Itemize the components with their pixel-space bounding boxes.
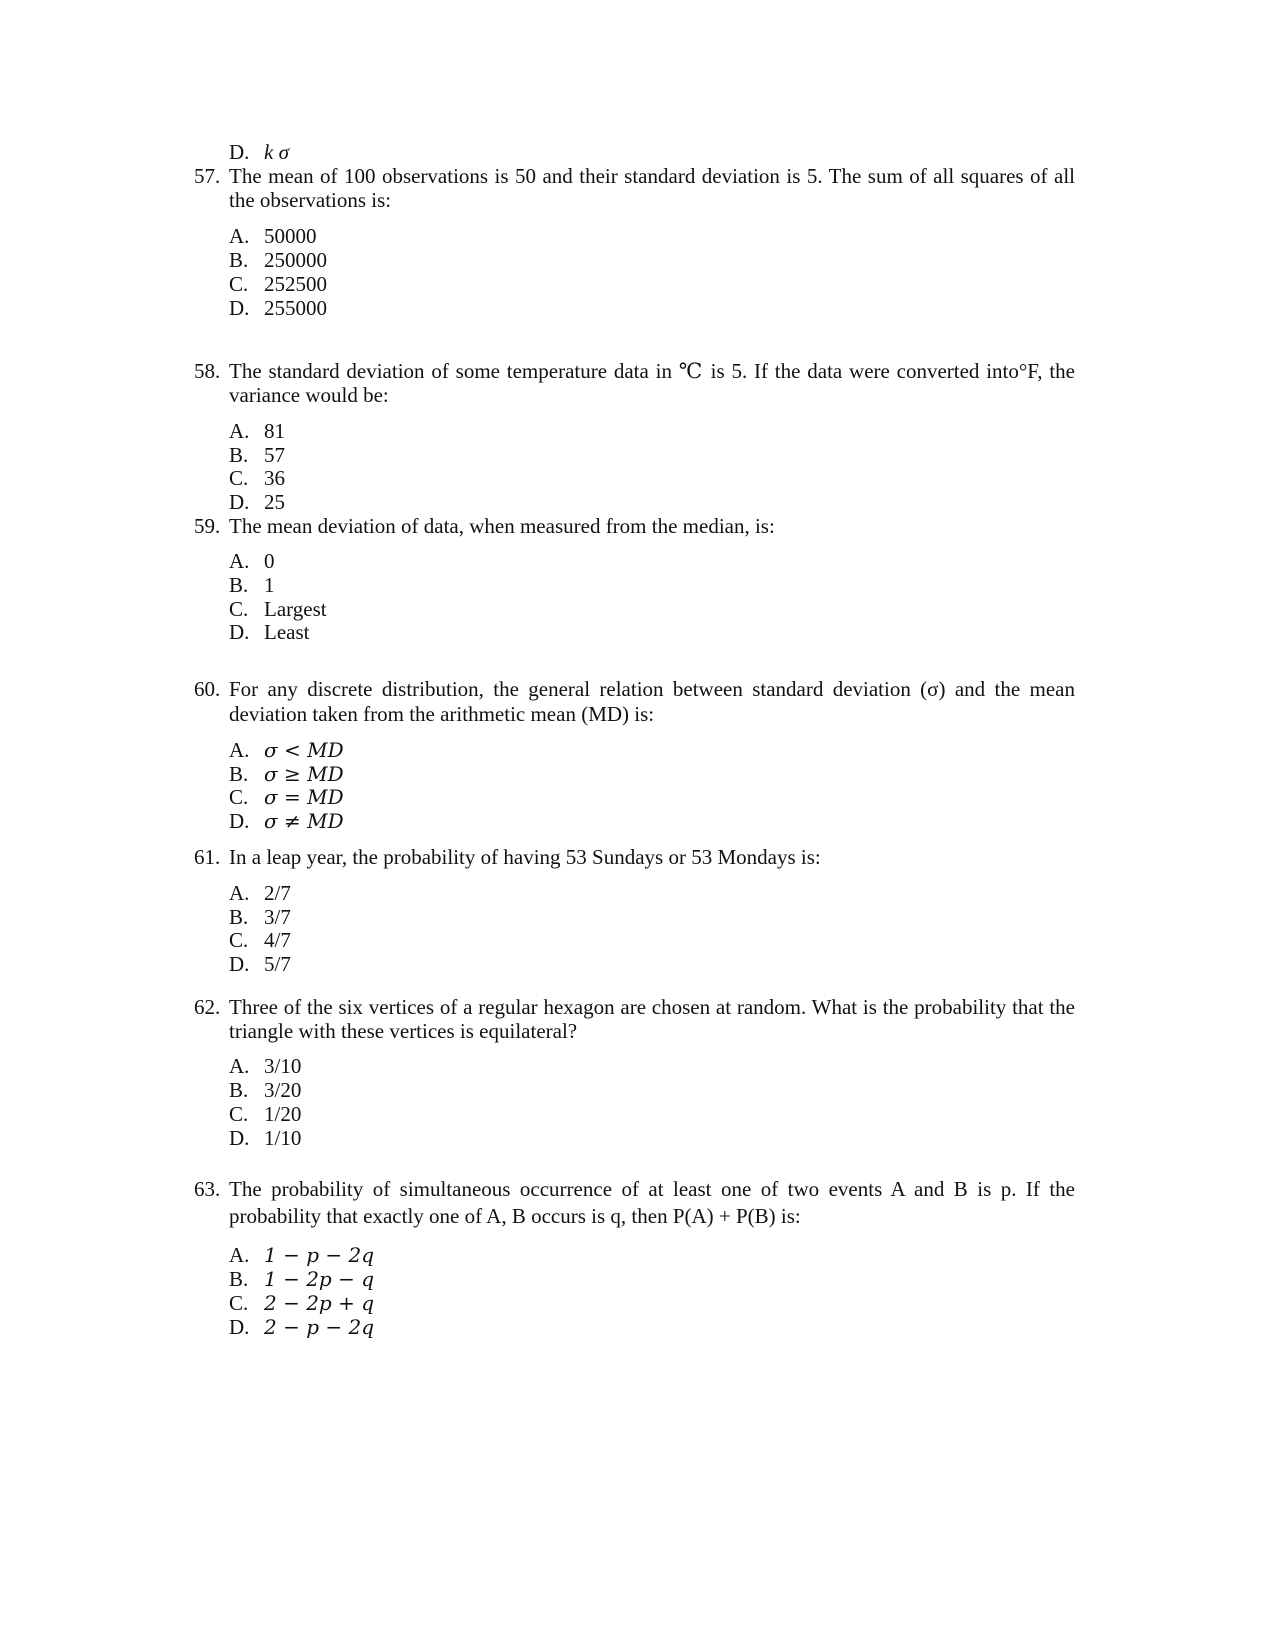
option-text: 3/20 bbox=[264, 1078, 302, 1102]
option-text: 2 − p − 2q bbox=[264, 1315, 374, 1339]
option-text: Largest bbox=[264, 597, 327, 621]
option-letter: C. bbox=[229, 466, 249, 490]
option-letter: D. bbox=[229, 140, 250, 164]
option-letter: C. bbox=[229, 928, 249, 952]
option-text: 0 bbox=[264, 549, 275, 573]
question-number: 57. bbox=[194, 164, 221, 188]
option-text: σ < MD bbox=[264, 738, 344, 762]
option-text: 3/7 bbox=[264, 905, 291, 929]
option-letter: A. bbox=[229, 419, 250, 443]
option-letter: C. bbox=[229, 785, 249, 809]
option-text: σ = MD bbox=[264, 785, 344, 809]
option-text: 255000 bbox=[264, 296, 327, 320]
question-number: 59. bbox=[194, 514, 221, 538]
option-text: 2/7 bbox=[264, 881, 291, 905]
option-letter: A. bbox=[229, 738, 250, 762]
question-number: 60. bbox=[194, 677, 221, 701]
option-letter: C. bbox=[229, 272, 249, 296]
option-letter: B. bbox=[229, 1267, 249, 1291]
question-text-line: In a leap year, the probability of having 53 Sundays or 53 Mondays is: bbox=[229, 845, 821, 869]
question-number: 61. bbox=[194, 845, 221, 869]
option-text: k σ bbox=[264, 140, 289, 164]
option-letter: C. bbox=[229, 597, 249, 621]
option-text: 57 bbox=[264, 443, 285, 467]
option-letter: B. bbox=[229, 762, 249, 786]
option-letter: D. bbox=[229, 809, 250, 833]
option-text: 50000 bbox=[264, 224, 317, 248]
question-text-line: The standard deviation of some temperature data in ℃ is 5. If the data were converted into°F, the bbox=[229, 359, 1075, 383]
option-text: σ ≠ MD bbox=[264, 809, 344, 833]
option-letter: D. bbox=[229, 1315, 250, 1339]
option-letter: D. bbox=[229, 296, 250, 320]
option-letter: B. bbox=[229, 573, 249, 597]
option-text: 1/10 bbox=[264, 1126, 302, 1150]
option-text: 1/20 bbox=[264, 1102, 302, 1126]
question-text-line: The probability of simultaneous occurrence of at least one of two events A and B is p. If the bbox=[229, 1177, 1075, 1201]
option-text: 1 − p − 2q bbox=[264, 1243, 374, 1267]
question-number: 58. bbox=[194, 359, 221, 383]
question-text-line: The mean deviation of data, when measured from the median, is: bbox=[229, 514, 775, 538]
option-letter: D. bbox=[229, 1126, 250, 1150]
question-text-line: triangle with these vertices is equilateral? bbox=[229, 1019, 578, 1043]
option-letter: C. bbox=[229, 1102, 249, 1126]
option-text: 250000 bbox=[264, 248, 327, 272]
question-text-line: the observations is: bbox=[229, 188, 392, 212]
option-text: σ ≥ MD bbox=[264, 762, 344, 786]
option-letter: D. bbox=[229, 620, 250, 644]
option-letter: D. bbox=[229, 952, 250, 976]
option-letter: B. bbox=[229, 905, 249, 929]
option-letter: A. bbox=[229, 1054, 250, 1078]
option-text: 81 bbox=[264, 419, 285, 443]
option-text: 2 − 2p + q bbox=[264, 1291, 374, 1315]
option-text: 5/7 bbox=[264, 952, 291, 976]
option-text: 25 bbox=[264, 490, 285, 514]
question-text-line: deviation taken from the arithmetic mean (MD) is: bbox=[229, 702, 655, 726]
option-text: 3/10 bbox=[264, 1054, 302, 1078]
option-text: 36 bbox=[264, 466, 285, 490]
option-text: 4/7 bbox=[264, 928, 291, 952]
question-text-line: The mean of 100 observations is 50 and their standard deviation is 5. The sum of all squares of all bbox=[229, 164, 1075, 188]
option-letter: A. bbox=[229, 224, 250, 248]
option-letter: B. bbox=[229, 443, 249, 467]
question-number: 63. bbox=[194, 1177, 221, 1201]
option-text: 1 bbox=[264, 573, 275, 597]
option-letter: D. bbox=[229, 490, 250, 514]
question-text-line: Three of the six vertices of a regular hexagon are chosen at random. What is the probability that the bbox=[229, 995, 1075, 1019]
question-text-line: probability that exactly one of A, B occurs is q, then P(A) + P(B) is: bbox=[229, 1204, 801, 1228]
question-text-line: For any discrete distribution, the general relation between standard deviation (σ) and the mean bbox=[229, 677, 1075, 701]
option-text: Least bbox=[264, 620, 310, 644]
option-text: 252500 bbox=[264, 272, 327, 296]
option-text: 1 − 2p − q bbox=[264, 1267, 374, 1291]
option-letter: B. bbox=[229, 1078, 249, 1102]
option-letter: A. bbox=[229, 549, 250, 573]
question-text-line: variance would be: bbox=[229, 383, 389, 407]
question-number: 62. bbox=[194, 995, 221, 1019]
option-letter: B. bbox=[229, 248, 249, 272]
option-letter: A. bbox=[229, 881, 250, 905]
option-letter: A. bbox=[229, 1243, 250, 1267]
option-letter: C. bbox=[229, 1291, 249, 1315]
